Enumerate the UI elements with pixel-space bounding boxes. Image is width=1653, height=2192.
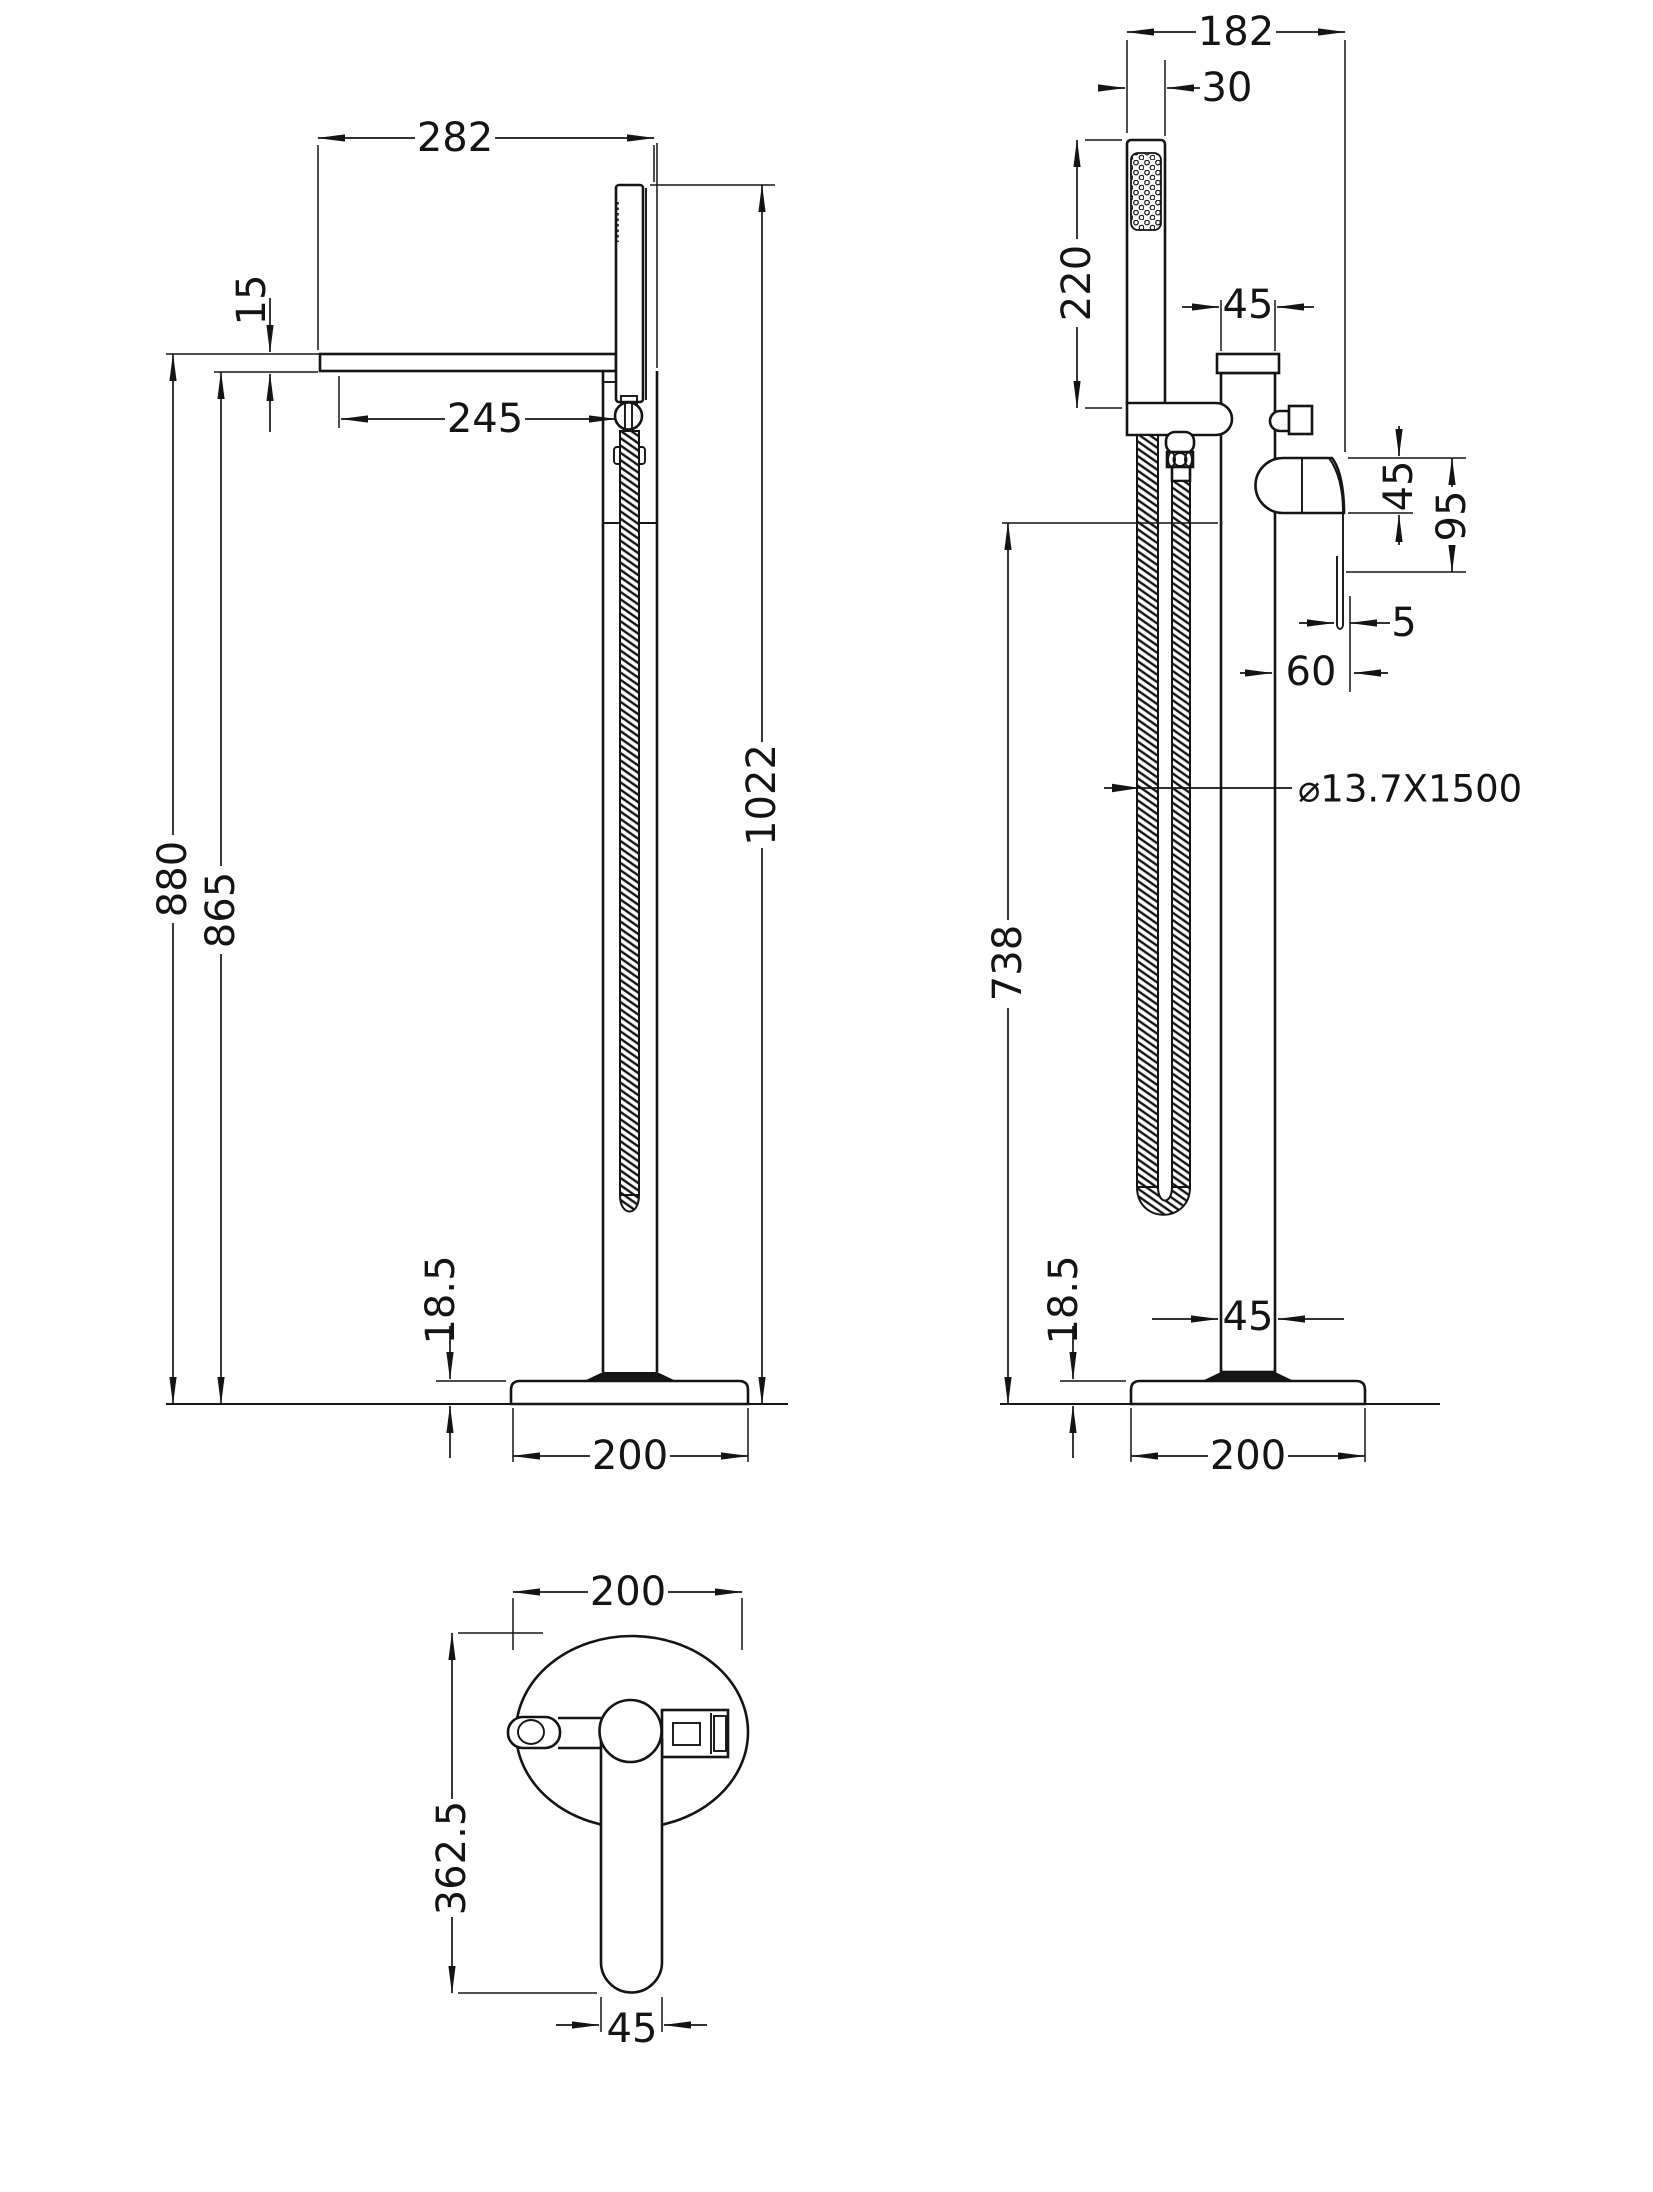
base-taper <box>584 1372 676 1381</box>
dim-label: 220 <box>1054 244 1100 322</box>
dim-label: 282 <box>416 115 494 161</box>
leader-arrow <box>1112 784 1140 792</box>
base-plate <box>1131 1381 1365 1404</box>
dimension-base-thickness-side <box>418 1255 506 1458</box>
outlet-neck <box>1270 411 1289 431</box>
holder-step <box>603 371 616 382</box>
base-taper <box>1202 1372 1294 1381</box>
dim-label: 18.5 <box>1041 1255 1087 1345</box>
hose-ball <box>1166 432 1194 453</box>
dimension-riser-diameter-bottom <box>1152 1294 1344 1340</box>
dim-label: 245 <box>446 396 524 442</box>
riser-cap <box>1217 354 1279 373</box>
ball-joint <box>615 403 642 430</box>
side-view <box>150 115 788 1479</box>
shower-hose-loop <box>1137 1187 1190 1215</box>
dimension-height-spout-underside <box>198 372 244 1404</box>
dim-label: 5 <box>1391 600 1417 646</box>
dim-label: 200 <box>591 1433 669 1479</box>
dim-label: 60 <box>1285 649 1337 695</box>
dim-label: 45 <box>1222 1294 1274 1340</box>
handset-spray-face <box>1131 153 1161 230</box>
plan-view <box>429 1569 748 2052</box>
lever-tip <box>1337 626 1343 629</box>
dim-label: 880 <box>150 840 196 918</box>
riser-flange-plan <box>600 1700 662 1762</box>
shower-hose-strand <box>1137 435 1158 1187</box>
hose-nut <box>1167 452 1193 467</box>
dimension-handset-length <box>1054 140 1122 408</box>
dim-label: 30 <box>1201 65 1253 111</box>
dim-label: 200 <box>1209 1433 1287 1479</box>
dim-label: 45 <box>606 2006 658 2052</box>
lever-handle-body <box>1256 458 1345 513</box>
dimension-handle-height <box>1376 426 1422 545</box>
dim-label: 865 <box>198 871 244 949</box>
dim-label: 362.5 <box>429 1800 475 1916</box>
hose-size-label: ⌀13.7X1500 <box>1298 767 1523 811</box>
shower-hose-end <box>620 1195 639 1212</box>
spout-plan <box>601 1740 662 1992</box>
dim-label: 1022 <box>739 744 785 846</box>
base-plate <box>511 1381 748 1404</box>
dimension-riser-diameter-top <box>1182 282 1314 351</box>
hose-collar <box>1172 467 1190 481</box>
callout-hose-size <box>1104 768 1522 811</box>
dim-label: 95 <box>1429 490 1475 542</box>
handset-side <box>616 185 643 402</box>
dimension-height-spout-top <box>150 354 196 1404</box>
handset-holder-arm <box>1127 403 1232 435</box>
shower-hose <box>620 431 639 1195</box>
dimension-spout-width-plan <box>556 1997 707 2052</box>
dim-label: 45 <box>1222 282 1274 328</box>
dimension-overall-height <box>650 185 785 1404</box>
dim-label: 15 <box>229 274 275 326</box>
dimension-base-thickness-front <box>1041 1255 1126 1458</box>
dim-label: 18.5 <box>418 1255 464 1345</box>
front-view <box>985 9 1522 1479</box>
dim-label: 45 <box>1376 460 1422 512</box>
dimension-handle-drop <box>1429 458 1475 572</box>
dimension-lever-offset <box>1240 596 1388 695</box>
dim-label: 738 <box>985 924 1031 1002</box>
dimension-spout-reach <box>318 115 654 350</box>
dimension-lever-tip <box>1299 600 1417 646</box>
dim-label: 182 <box>1197 9 1275 55</box>
outlet-body <box>1289 406 1312 434</box>
spout-arm <box>320 354 616 371</box>
dimension-base-diameter-side <box>513 1408 748 1479</box>
shower-hose-strand <box>1172 481 1190 1187</box>
valve-body-plan <box>662 1710 728 1757</box>
dimension-spout-projection <box>339 376 616 442</box>
dim-label: 200 <box>589 1569 667 1615</box>
riser-column <box>1221 373 1275 1372</box>
dimension-base-diameter-front <box>1131 1408 1365 1479</box>
